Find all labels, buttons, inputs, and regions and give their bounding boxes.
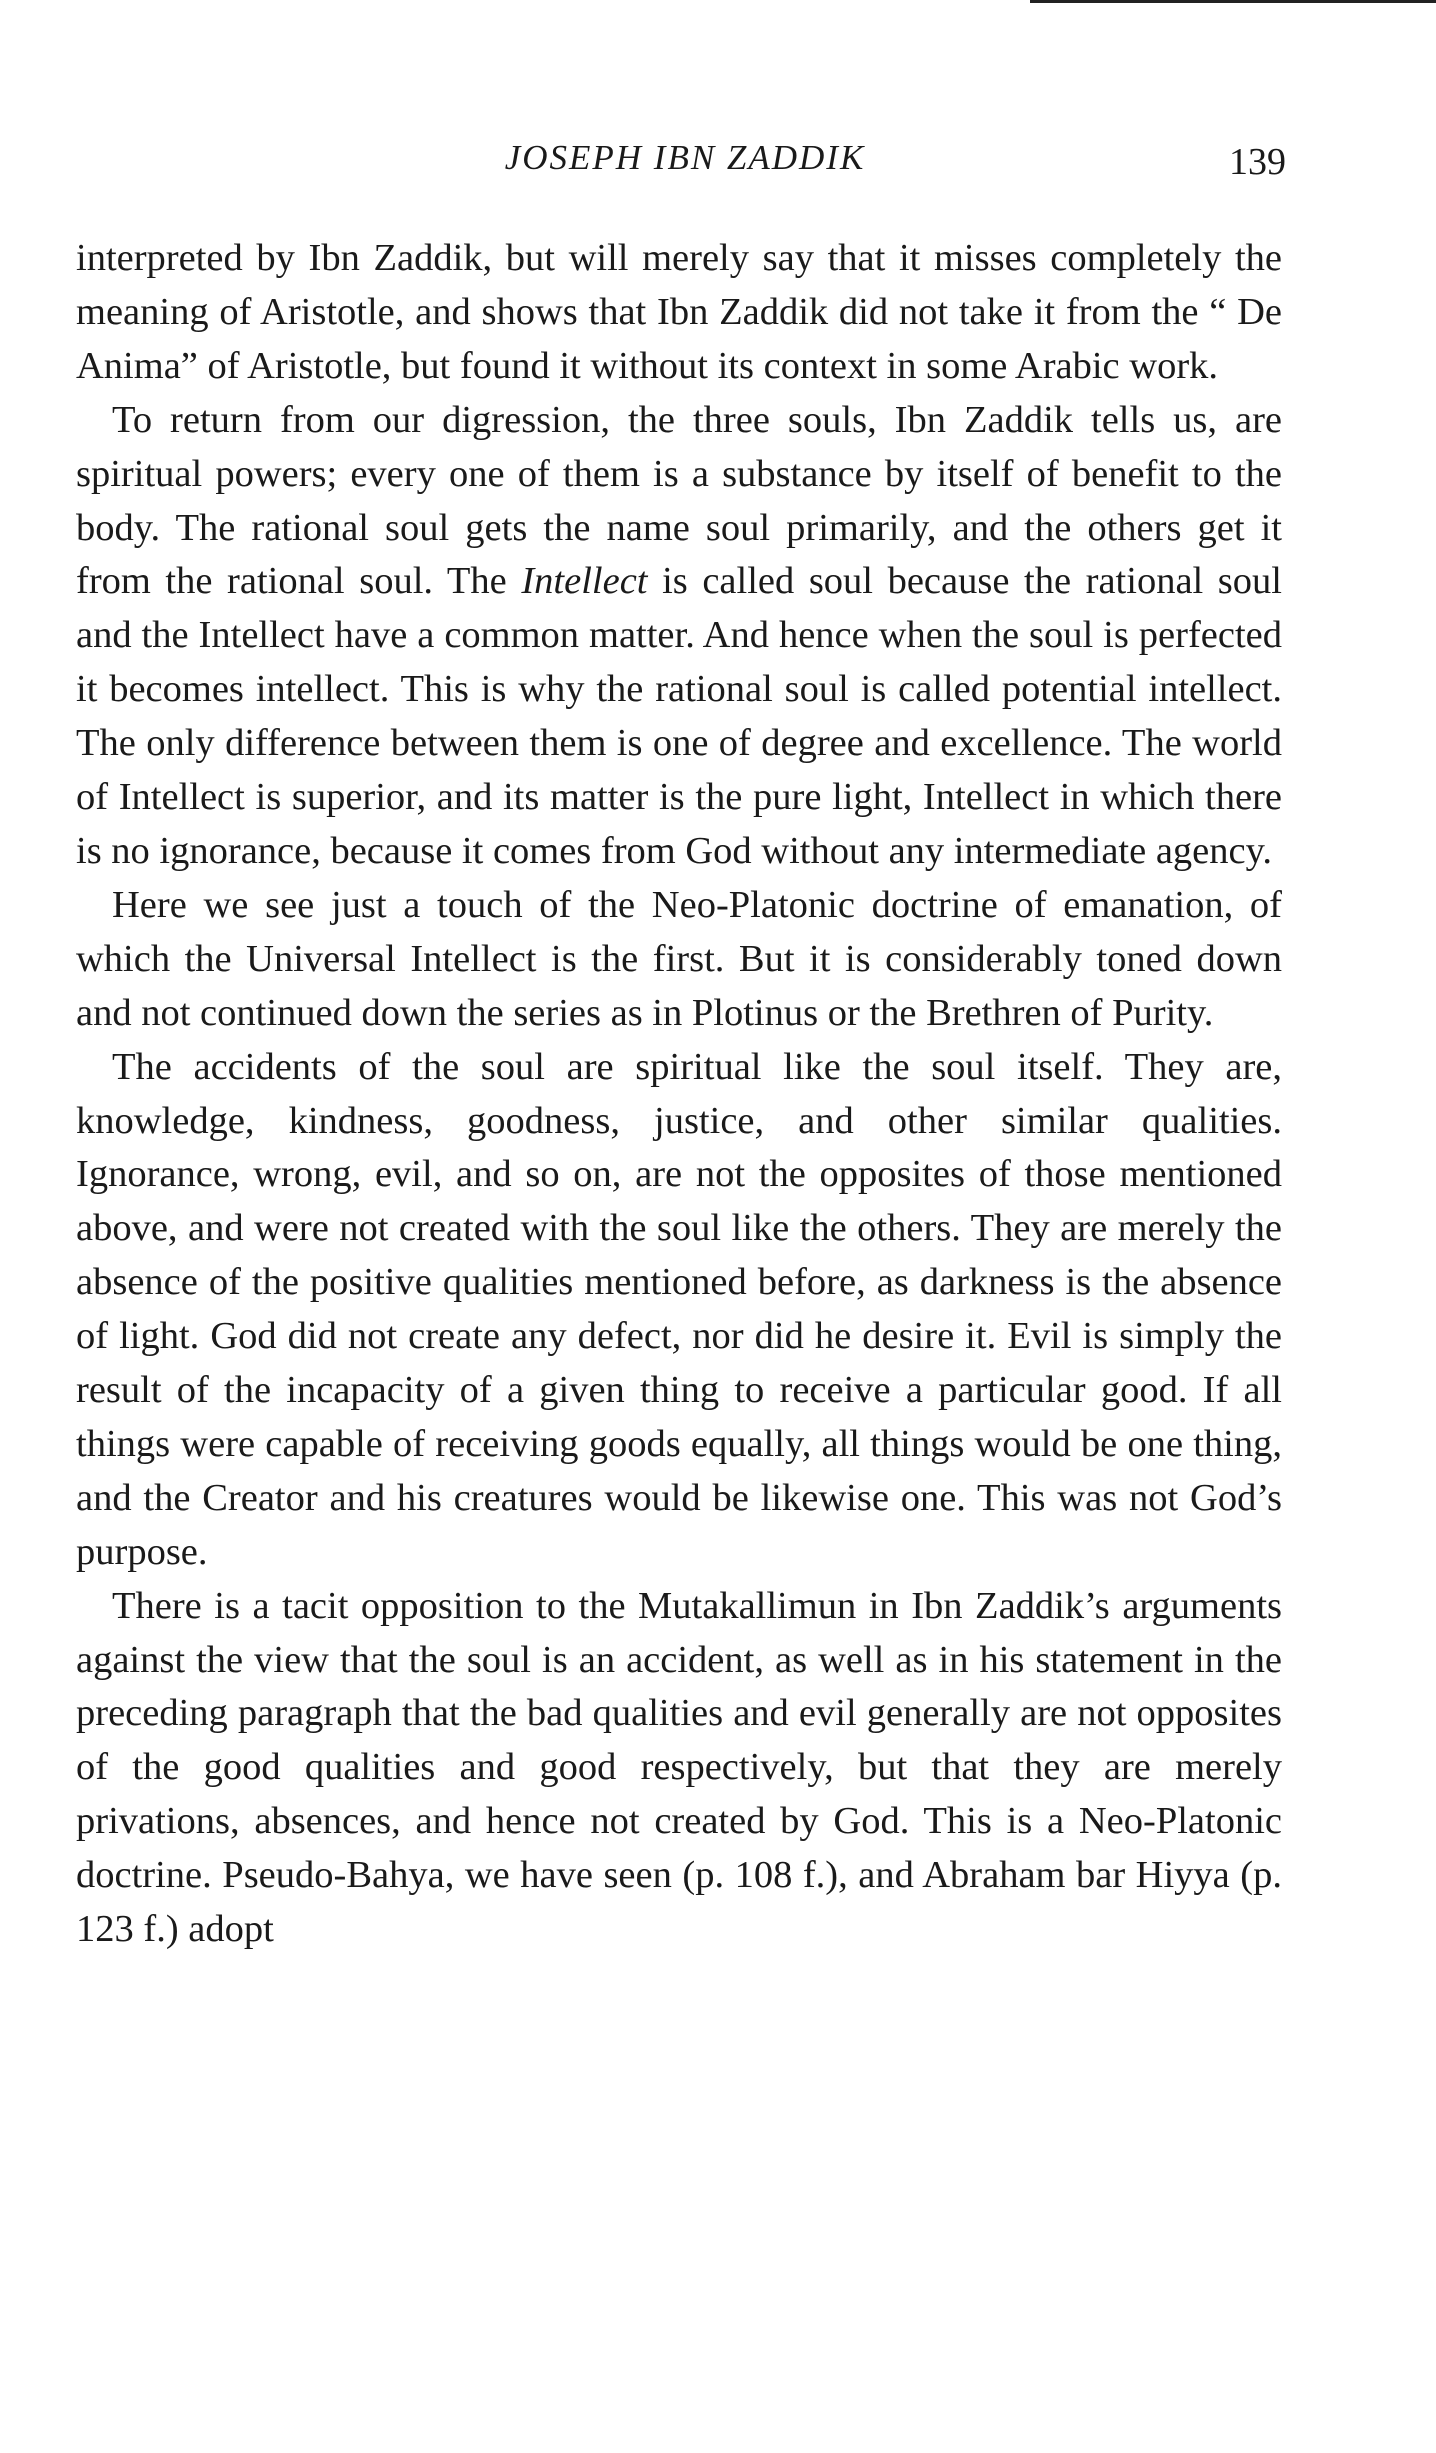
- paragraph-4: The accidents of the soul are spiritual like the soul itself. They are, knowledge, kindness, goodness, justice, and other similar qualities. Ignorance, wrong, evil, and so on, are not the opposites of those mentioned above, and were not created with the soul like the others. They are merely the absence of the positive qualities mentioned before, as darkness is the absence of light. God did not create any defect, nor did he desire it. Evil is simply the result of the incapacity of a given thing to receive a particular good. If all things were capable of receiving goods equally, all things would be one thing, and the Creator and his creatures would be likewise one. This was not God’s purpose.: [76, 1045, 1282, 1573]
- running-head: JOSEPH IBN ZADDIK: [504, 138, 866, 177]
- paragraph-2: [76, 394, 1282, 879]
- body-text: [76, 232, 1282, 1957]
- top-rule: [1030, 0, 1436, 3]
- paragraph-2-text-b: is called soul because the rational soul and the Intellect have a common matter. And hence when the soul is perfected it becomes intellect. This is why the rational soul is called potential intellect. The only difference between them is one of degree and excellence. The world of Intellect is superior, and its matter is the pure light, Intellect in which there is no ignorance, because it comes from God without any intermediate agency.: [76, 560, 1282, 872]
- page-number: 139: [1229, 141, 1286, 183]
- page-header: [76, 138, 1294, 198]
- paragraph-3: Here we see just a touch of the Neo-Platonic doctrine of emanation, of which the Universal Intellect is the first. But it is considerably toned down and not continued down the series as in Plotinus or the Brethren of Purity.: [76, 883, 1282, 1034]
- paragraph-5: There is a tacit opposition to the Mutakallimun in Ibn Zaddik’s arguments against the view that the soul is an accident, as well as in his statement in the preceding paragraph that the bad qualities and evil generally are not opposites of the good qualities and good respectively, but that they are merely privations, absences, and hence not created by God. This is a Neo-Platonic doctrine. Pseudo-Bahya, we have seen (p. 108 f.), and Abraham bar Hiyya (p. 123 f.) adopt: [76, 1584, 1282, 1951]
- paragraph-1: interpreted by Ibn Zaddik, but will merely say that it misses completely the meaning of Aristotle, and shows that Ibn Zaddik did not take it from the “ De Anima” of Aristotle, but found it without its context in some Arabic work.: [76, 237, 1282, 387]
- intellect-emphasis: Intellect: [521, 560, 648, 603]
- paragraph-2-text-a: To return from our digression, the three souls, Ibn Zaddik tells us, are spiritual powers; every one of them is a substance by itself of benefit to the body. The rational soul gets the name soul primarily, and the others get it from the rational soul. The: [76, 398, 1282, 603]
